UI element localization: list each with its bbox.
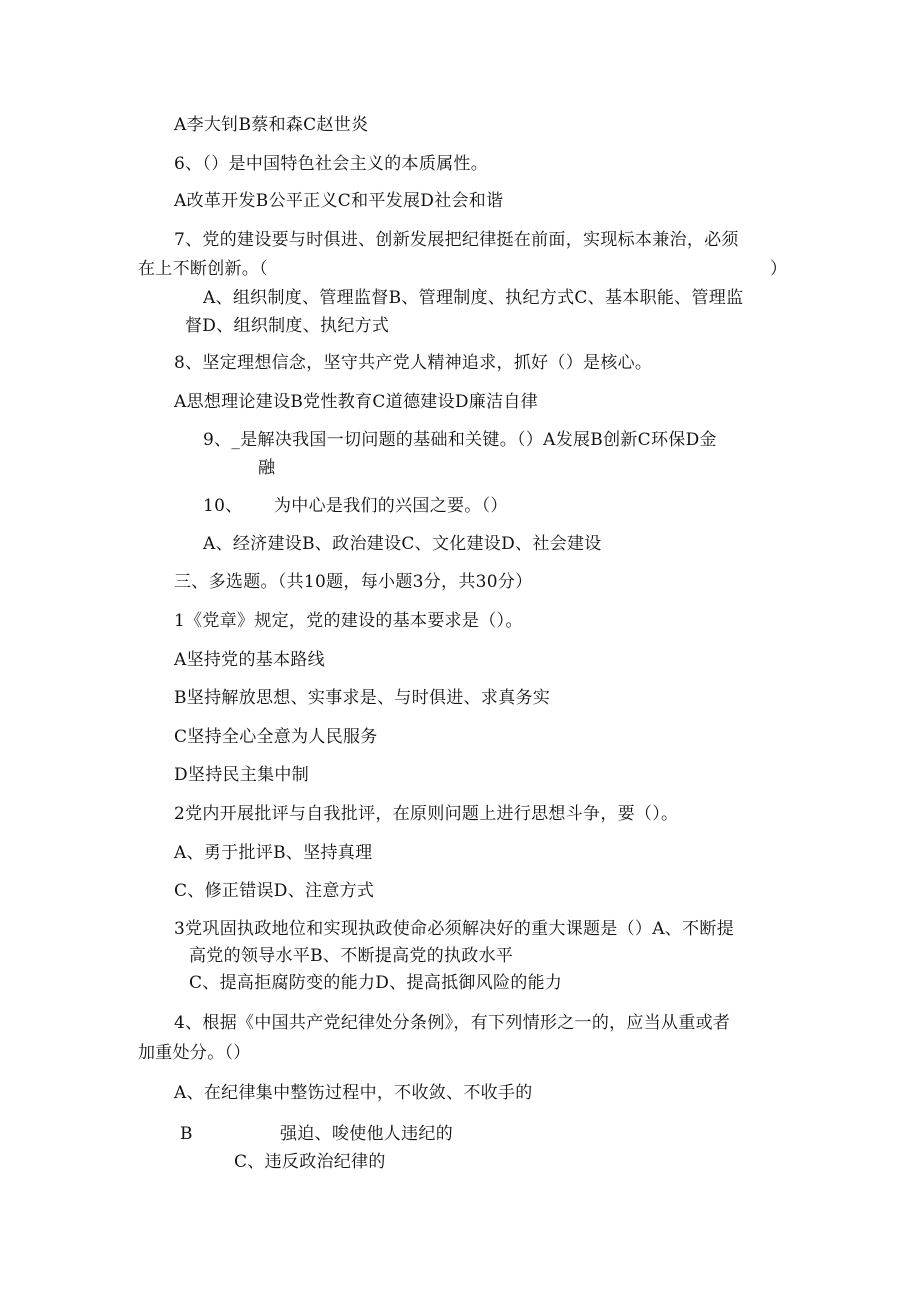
question-8-options: A思想理论建设B党性教育C道德建设D廉洁自律 — [174, 392, 539, 412]
question-9-line-2: 融 — [258, 458, 276, 478]
mc-question-4-option-a: A、在纪律集中整饬过程中，不收敛、不收手的 — [174, 1083, 533, 1103]
question-7-options-line-2: 督D、组织制度、执纪方式 — [185, 316, 390, 336]
question-6-options: A改革开发B公平正义C和平发展D社会和谐 — [174, 191, 504, 211]
mc-question-1-option-a: A坚持党的基本路线 — [174, 650, 325, 670]
mc-question-3-line-1: 3党巩固执政地位和实现执政使命必须解决好的重大课题是（）A、不断提 — [174, 919, 734, 939]
question-7-line-1: 7、党的建设要与时俱进、创新发展把纪律挺在前面，实现标本兼治，必须 — [174, 230, 739, 250]
mc-question-2: 2党内开展批评与自我批评，在原则问题上进行思想斗争，要（）。 — [174, 804, 679, 824]
question-10-options: A、经济建设B、政治建设C、文化建设D、社会建设 — [203, 534, 602, 554]
question-10: 为中心是我们的兴国之要。（） — [274, 496, 508, 516]
question-7-options-line-1: A、组织制度、管理监督B、管理制度、执纪方式C、基本职能、管理监 — [203, 288, 744, 308]
mc-question-4-line-1: 4、根据《中国共产党纪律处分条例》，有下列情形之一的，应当从重或者 — [174, 1013, 731, 1033]
question-6: 6、（）是中国特色社会主义的本质属性。 — [174, 154, 489, 174]
mc-question-1-option-d: D坚持民主集中制 — [174, 765, 310, 785]
mc-question-4-option-b-label: B — [180, 1124, 193, 1144]
mc-question-2-options-ab: A、勇于批评B、坚持真理 — [174, 843, 373, 863]
question-7-line-2: 在上不断创新。（ — [138, 259, 268, 279]
mc-question-1-option-c: C坚持全心全意为人民服务 — [174, 727, 378, 747]
answer-options-line: A李大钊B蔡和森C赵世炎 — [174, 115, 369, 135]
mc-question-1-option-b: B坚持解放思想、实事求是、与时俱进、求真务实 — [174, 688, 551, 708]
question-10-number: 10、 — [203, 496, 243, 516]
mc-question-4-option-c: C、违反政治纪律的 — [234, 1152, 386, 1172]
mc-question-4-line-2: 加重处分。（） — [138, 1043, 251, 1063]
question-9-line-1: 9、_是解决我国一切问题的基础和关键。（）A发展B创新C环保D金 — [203, 430, 717, 450]
mc-question-1: 1《党章》规定，党的建设的基本要求是（）。 — [174, 611, 523, 631]
section-3-heading: 三、多选题。（共10题，每小题3分，共30分） — [174, 572, 533, 592]
question-7-paren-close: ） — [770, 259, 788, 279]
question-8: 8、坚定理想信念，坚守共产党人精神追求，抓好（）是核心。 — [174, 353, 653, 373]
mc-question-3-line-2: 高党的领导水平B、不断提高党的执政水平 — [189, 946, 514, 966]
mc-question-4-option-b: 强迫、唆使他人违纪的 — [280, 1124, 453, 1144]
mc-question-2-options-cd: C、修正错误D、注意方式 — [174, 881, 375, 901]
mc-question-3-line-3: C、提高拒腐防变的能力D、提高抵御风险的能力 — [189, 973, 563, 993]
